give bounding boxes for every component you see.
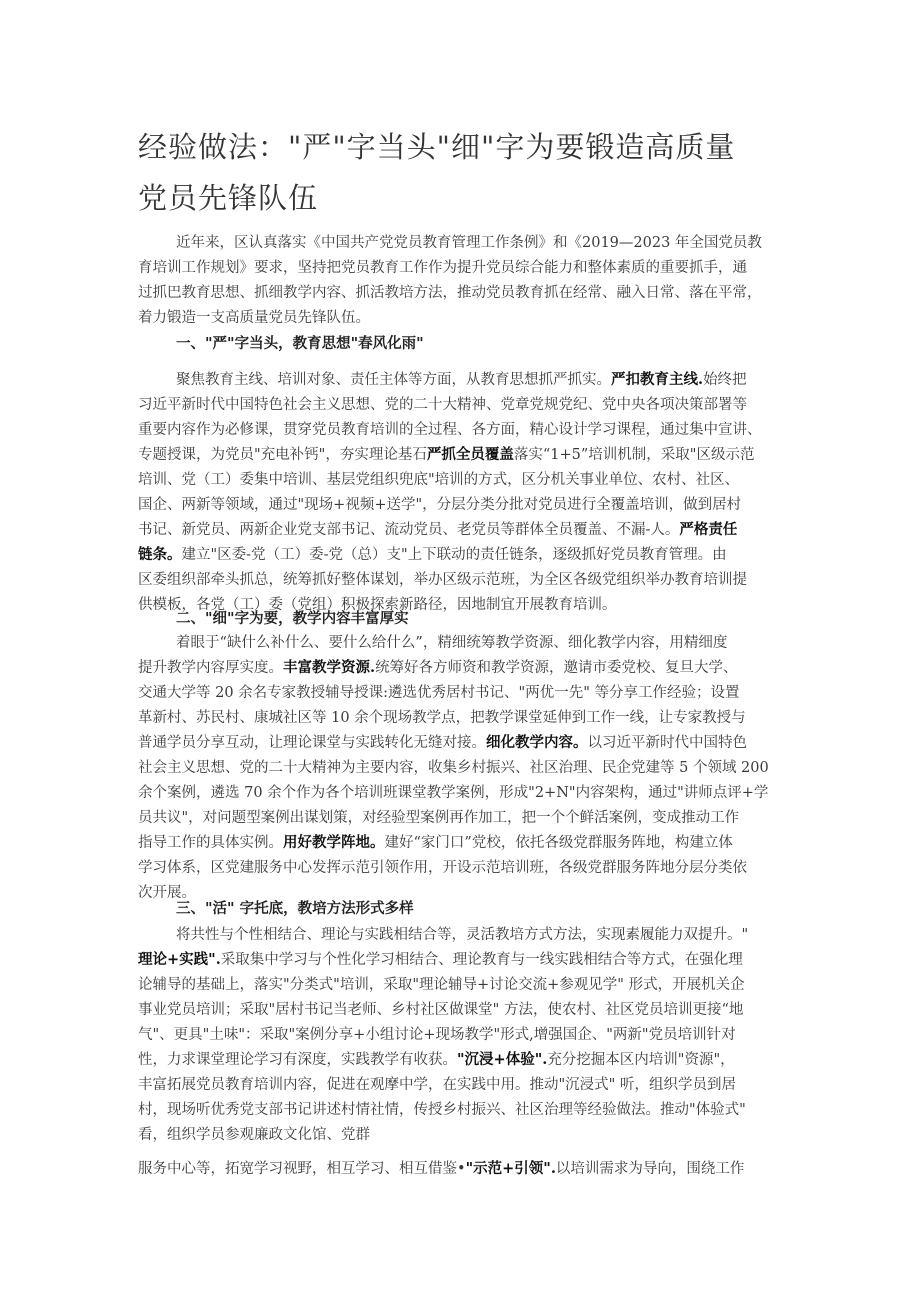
- bold-phrase: 链条。: [138, 546, 182, 563]
- text-run: 落实“1+5”培训机制，采取"区级示范: [513, 447, 755, 463]
- text-run: 建立"区委-党（工）委-党（总）支"上下联动的责任链条，逐级抓好党员教育管理。由: [181, 547, 727, 563]
- bold-phrase: 严抓全员覆盖: [426, 446, 514, 463]
- paragraph-line: [138, 445, 798, 465]
- text-run: 聚焦教育主线、培训对象、责任主体等方面，从教育思想抓严抓实。: [176, 372, 611, 388]
- text-run: 始终把: [703, 372, 747, 388]
- paragraph-line: 着眼于“缺什么补什么、要什么给什么”，精细统筹教学资源、细化教学内容，用精细度: [176, 635, 728, 651]
- paragraph-line: [138, 733, 798, 753]
- semicolon-mark: ；: [225, 1002, 240, 1018]
- paragraph-line: 供模板，各党（工）委（党组）积极探索新路径，因地制宜开展教育培训。: [138, 597, 617, 613]
- bold-phrase: 用好教学阵地。: [283, 834, 385, 851]
- paragraph-line: 培训、党（工）委集中培训、基层党组织兜底"培训的方式，区分机关事业单位、农村、社区、: [138, 472, 740, 488]
- paragraph-line: 习近平新时代中国特色社会主义思想、党的二十大精神、党章党规党纪、党中央各项决策部署等: [138, 397, 747, 413]
- paragraph-line: 村，现场听优秀党支部书记讲述村情社情，传授乡村振兴、社区治理等经验做法。推动"体验式": [138, 1102, 746, 1118]
- paragraph-line: 重要内容作为必修课，贯穿党员教育培训的全过程、各方面，精心设计学习课程，通过集中宣讲、: [138, 422, 762, 438]
- text-run: 以习近平新时代中国特色: [587, 735, 747, 751]
- paragraph-line: 将共性与个性相结合、理论与实践相结合等，灵活教培方式方法，实现素履能力双提升。": [176, 927, 749, 943]
- paragraph-line: 次开展。: [138, 885, 196, 901]
- bold-phrase: 丰富教学资源.: [283, 659, 376, 676]
- text-run: 专题授课，为党员"充电补钙"，夯实理论基石: [138, 447, 427, 463]
- text-run: 普通学员分享互动，让理论课堂与实践转化无缝对接。: [138, 735, 486, 751]
- text-run: 充分挖掘本区内培训"资源"，: [547, 1052, 735, 1068]
- paragraph-line: 气"、更具"土味"：采取"案例分享+小组讨论+现场教学"形式,增强国企、"两新"党员培训针对: [138, 1027, 736, 1043]
- section-heading-1: 一、"严"字当头，教育思想"春风化雨": [176, 335, 424, 352]
- paragraph-line: [138, 658, 798, 678]
- text-run: 服务中心等，拓宽学习视野，相互学习、相互借鉴•: [138, 1161, 466, 1177]
- paragraph-line: 国企、两新等领域，通过"现场+视频+送学"，分层分类分批对党员进行全覆盖培训，做到居村: [138, 497, 742, 513]
- text-run: 建好“家门口”党校，依托各级党群服务阵地，构建立体: [384, 835, 733, 851]
- bold-phrase: "示范+引领".: [465, 1160, 556, 1177]
- paragraph-line: [138, 1000, 798, 1020]
- text-run: 采取"居村书记当老师、乡村社区做课堂" 方法，使农村、社区党员培训更接“地: [239, 1002, 744, 1018]
- paragraph-line: [138, 833, 798, 853]
- paragraph-line: 社会主义思想、党的二十大精神为主要内容，收集乡村振兴、社区治理、民企党建等 5 个领域 200: [138, 760, 769, 776]
- section-heading-2: 二、"细"字为要，教学内容丰富厚实: [176, 610, 409, 627]
- intro-line: 近年来，区认真落实《中国共产党党员教育管理工作条例》和《2019—2023 年全国党员教: [176, 235, 762, 251]
- paragraph-line: 看，组织学员参观廉政文化馆、党群: [138, 1127, 370, 1143]
- text-run: 事业党员培训: [138, 1002, 225, 1018]
- paragraph-line: [138, 1159, 798, 1179]
- bold-phrase: 严扣教育主线.: [611, 371, 704, 388]
- paragraph-line: [176, 370, 798, 390]
- text-run: 书记、新党员、两新企业党支部书记、流动党员、老党员等群体全员覆盖、不漏-人。: [138, 522, 680, 538]
- bold-phrase: 细化教学内容。: [486, 734, 588, 751]
- paragraph-line: 余个案例，遴选 70 余个作为各个培训班课堂教学案例，形成"2+N"内容架构，通过"讲师点评+学: [138, 785, 769, 801]
- paragraph-line: 员共议"，对问题型案例出谋划策，对经验型案例再作加工，把一个个鲜活案例，变成推动工作: [138, 810, 740, 826]
- paragraph-line: [138, 545, 798, 565]
- text-run: 采取集中学习与个性化学习相结合、理论教育与一线实践相结合等方式，在强化理: [220, 952, 743, 968]
- paragraph-line: 论辅导的基础上，落实"分类式"培训，采取"理论辅导+讨论交流+参观见学" 形式，开展机关企: [138, 977, 745, 993]
- paragraph-line: [138, 1050, 798, 1070]
- bold-phrase: 理论+实践".: [138, 951, 221, 968]
- paragraph-line: 区委组织部牵头抓总，统筹抓好整体谋划，举办区级示范班，为全区各级党组织举办教育培训提: [138, 572, 747, 588]
- intro-line: 着力锻造一支高质量党员先锋队伍。: [138, 310, 370, 326]
- bold-phrase: 严格责任: [679, 521, 738, 538]
- paragraph-line: 革新村、苏民村、康城社区等 10 余个现场教学点，把教学课堂延伸到工作一线，让专家教授与: [138, 710, 746, 726]
- document-title-line-2: 党员先锋队伍: [138, 181, 319, 215]
- section-heading-3: 三、"活" 字托底，教培方法形式多样: [176, 900, 414, 917]
- text-run: 提升教学内容厚实度。: [138, 660, 283, 676]
- text-run: 性，力求课堂理论学习有深度，实践教学有收获。: [138, 1052, 457, 1068]
- text-run: 统筹好各方师资和教学资源，邀请市委党校、复旦大学、: [375, 660, 738, 676]
- intro-line: 过抓巴教育思想、抓细教学内容、抓活教培方法，推动党员教育抓在经常、融入日常、落在平常，: [138, 285, 762, 301]
- paragraph-line: 交通大学等 20 余名专家教授辅导授课:遴选优秀居村书记、"两优一先" 等分享工作经验；设置: [138, 685, 740, 701]
- paragraph-line: 丰富拓展党员教育培训内容，促进在观摩中学，在实践中用。推动"沉浸式" 听，组织学员到居: [138, 1077, 736, 1093]
- paragraph-line: [138, 950, 798, 970]
- bold-phrase: "沉浸+体验".: [457, 1051, 548, 1068]
- document-title-line-1: 经验做法："严"字当头"细"字为要锻造高质量: [138, 130, 736, 164]
- paragraph-line: [138, 520, 798, 540]
- intro-line: 育培训工作规划》要求，坚持把党员教育工作作为提升党员综合能力和整体素质的重要抓手，通: [138, 260, 747, 276]
- text-run: 以培训需求为导向，围绕工作: [555, 1161, 745, 1177]
- text-run: 指导工作的具体实例。: [138, 835, 283, 851]
- paragraph-line: 学习体系，区党建服务中心发挥示范引领作用，开设示范培训班，各级党群服务阵地分层分类依: [138, 860, 747, 876]
